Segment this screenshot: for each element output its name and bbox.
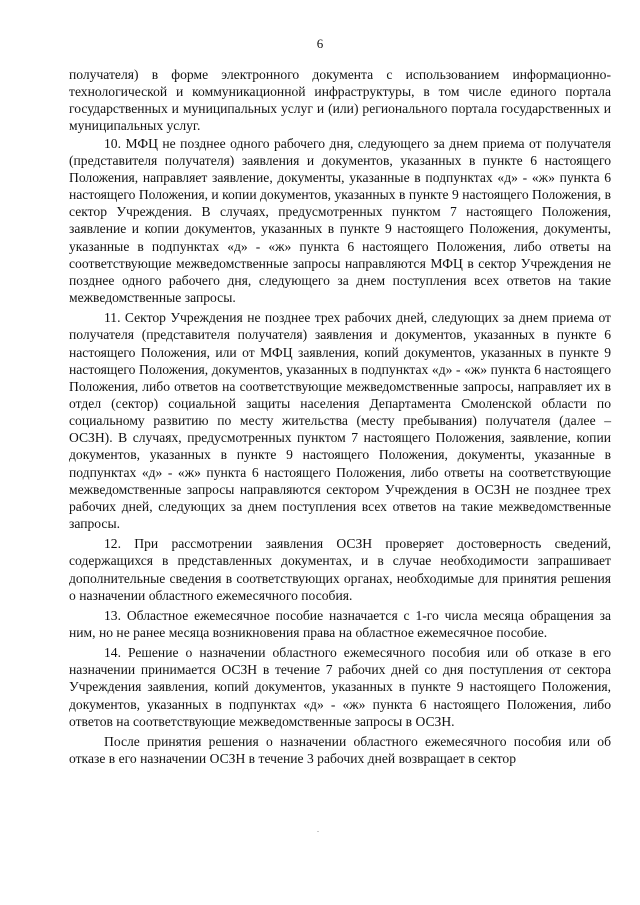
paragraph-10: 10. МФЦ не позднее одного рабочего дня, следующего за днем приема от получателя (представителя получателя) заявления и документов, указанных в пункте 6 настоящего Положения, направляет заявление, документы, указанные в подпунктах «д» - «ж» пункта 6 настоящего Положения, и копии документов, указанных в пункте 9 настоящего Положения, в сектор Учреждения. В случаях, предусмотренных пунктом 7 настоящего Положения, заявление и копии документов, указанных в пункте 9 настоящего Положения, документы, указанные в подпунктах «д» - «ж» пункта 6 настоящего Положения, либо ответы на соответствующие межведомственные запросы направляются МФЦ в сектор Учреждения не позднее одного рабочего дня, следующего за днем поступления всех ответов на такие межведомственные запросы. xyxy=(69,135,611,306)
paragraph-11: 11. Сектор Учреждения не позднее трех рабочих дней, следующих за днем приема от получателя (представителя получателя) заявления и документов, указанных в пункте 6 настоящего Положения, или от МФЦ заявления, копий документов, указанных в пункте 9 настоящего Положения, документов, указанных в подпунктах «д» - «ж» пункта 6 настоящего Положения, либо ответов на соответствующие межведомственные запросы, направляет их в отдел (сектор) социальной защиты населения Департамента Смоленской области по социальному развитию по месту жительства (месту пребывания) получателя (далее – ОСЗН). В случаях, предусмотренных пунктом 7 настоящего Положения, заявление, копии документов, указанных в пункте 9 настоящего Положения, документы, указанные в подпунктах «д» - «ж» пункта 6 настоящего Положения, либо ответы на соответствующие межведомственные запросы направляются сектором Учреждения в ОСЗН не позднее трех рабочих дней, следующих за днем поступления всех ответов на такие межведомственные запросы. xyxy=(69,310,611,532)
page-number: 6 xyxy=(316,36,324,51)
paragraph-14: 14. Решение о назначении областного ежемесячного пособия или об отказе в его назначении принимается ОСЗН в течение 7 рабочих дней со дня поступления от сектора Учреждения заявления, копий документов, указанных в пункте 9 настоящего Положения, документов, указанных в подпунктах «д» - «ж» пункта 6 настоящего Положения, либо ответов на соответствующие межведомственные запросы в ОСЗН. xyxy=(69,645,611,729)
paragraph-14-continuation: После принятия решения о назначении областного ежемесячного пособия или об отказе в его назначении ОСЗН в течение 3 рабочих дней возвращает в сектор xyxy=(69,733,611,767)
paragraph-continuation: получателя) в форме электронного документа с использованием информационно-технологической и коммуникационной инфраструктуры, в том числе единого портала государственных и муниципальных услуг и (или) регионального портала государственных и муниципальных услуг. xyxy=(69,67,611,134)
paragraph-12: 12. При рассмотрении заявления ОСЗН проверяет достоверность сведений, содержащихся в представленных документах, и в случае необходимости запрашивает дополнительные сведения в соответствующих органах, необходимые для принятия решения о назначении областного ежемесячного пособия. xyxy=(69,536,611,603)
paragraph-13: 13. Областное ежемесячное пособие назначается с 1-го числа месяца обращения за ним, но не ранее месяца возникновения права на областное ежемесячное пособие. xyxy=(69,607,611,640)
document-body xyxy=(69,66,611,767)
scan-speck xyxy=(317,831,319,832)
